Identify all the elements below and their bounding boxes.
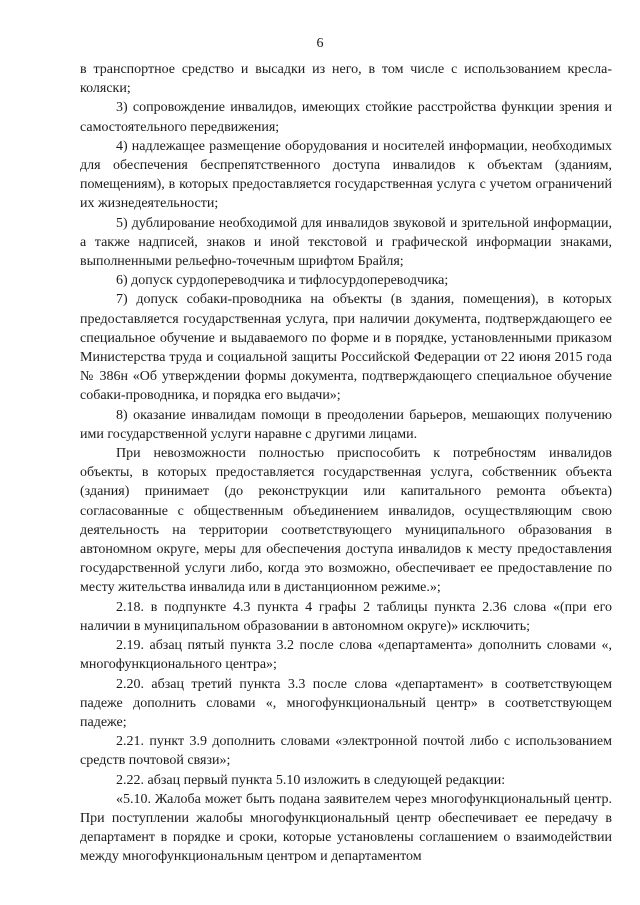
page-number: 6 [316,36,324,51]
paragraph-item5: 5) дублирование необходимой для инвалидов звуковой и зрительной информации, а также надписей, знаков и иной текстовой и графической информации знаками, выполненными рельефно-точечным шрифтом Брайля; [80,215,612,270]
paragraph-item7: 7) допуск собаки-проводника на объекты (в здания, помещения), в которых предоставляется государственная услуга, при наличии документа, подтверждающего ее специальное обучение и выдаваемого по форме и в порядке, установленными приказом Министерства труда и социальной защиты Российской Федерации от 22 июня 2015 года № 386н «Об утверждении формы документа, подтверждающего специальное обучение собаки-проводника, и порядка его выдачи»; [80,292,612,404]
paragraph-p510: «5.10. Жалоба может быть подана заявителем через многофункциональный центр. При поступлении жалобы многофункциональный центр обеспечивает ее передачу в департамент в порядке и сроки, которые установлены соглашением о взаимодействии между многофункциональным центром и департаментом [80,791,612,865]
paragraph-item6: 6) допуск сурдопереводчика и тифлосурдопереводчика; [116,273,449,289]
paragraph-p222: 2.22. абзац первый пункта 5.10 изложить в следующей редакции: [116,772,506,788]
paragraph-p221: 2.21. пункт 3.9 дополнить словами «электронной почтой либо с использованием средств почтовой связи»; [80,734,612,769]
paragraph-item4: 4) надлежащее размещение оборудования и носителей информации, необходимых для обеспечения беспрепятственного доступа инвалидов к объектам (зданиям, помещениям), в которых предоставляется государственная услуга с учетом ограничений их жизнедеятельности; [80,138,612,212]
paragraph-p219: 2.19. абзац пятый пункта 3.2 после слова «департамента» дополнить словами «, многофункционального центра»; [80,638,612,673]
paragraph-item8: 8) оказание инвалидам помощи в преодолении барьеров, мешающих получению ими государственной услуги наравне с другими лицами. [80,407,612,442]
document-body [80,60,612,867]
paragraph-p220: 2.20. абзац третий пункта 3.3 после слова «департамент» в соответствующем падеже дополнить словами «, многофункциональный центр» в соответствующем падеже; [80,676,612,730]
paragraph-cont: в транспортное средство и высадки из него, в том числе с использованием кресла-коляски; [80,62,612,97]
paragraph-item3: 3) сопровождение инвалидов, имеющих стойкие расстройства функции зрения и самостоятельного передвижения; [80,100,612,135]
paragraph-p218: 2.18. в подпункте 4.3 пункта 4 графы 2 таблицы пункта 2.36 слова «(при его наличии в муниципальном образовании в автономном округе)» исключить; [80,599,612,634]
paragraph-impossible: При невозможности полностью приспособить к потребностям инвалидов объекты, в которых предоставляется государственная услуга, собственник объекта (здания) принимает (до реконструкции или капитального ремонта объекта) согласованные с общественным объединением инвалидов, осуществляющим свою деятельность на территории соответствующего муниципального образования в автономном округе, меры для обеспечения доступа инвалидов к месту предоставления государственной услуги либо, когда это возможно, обеспечивает ее предоставление по месту жительства инвалида или в дистанционном режиме.»; [80,446,612,596]
